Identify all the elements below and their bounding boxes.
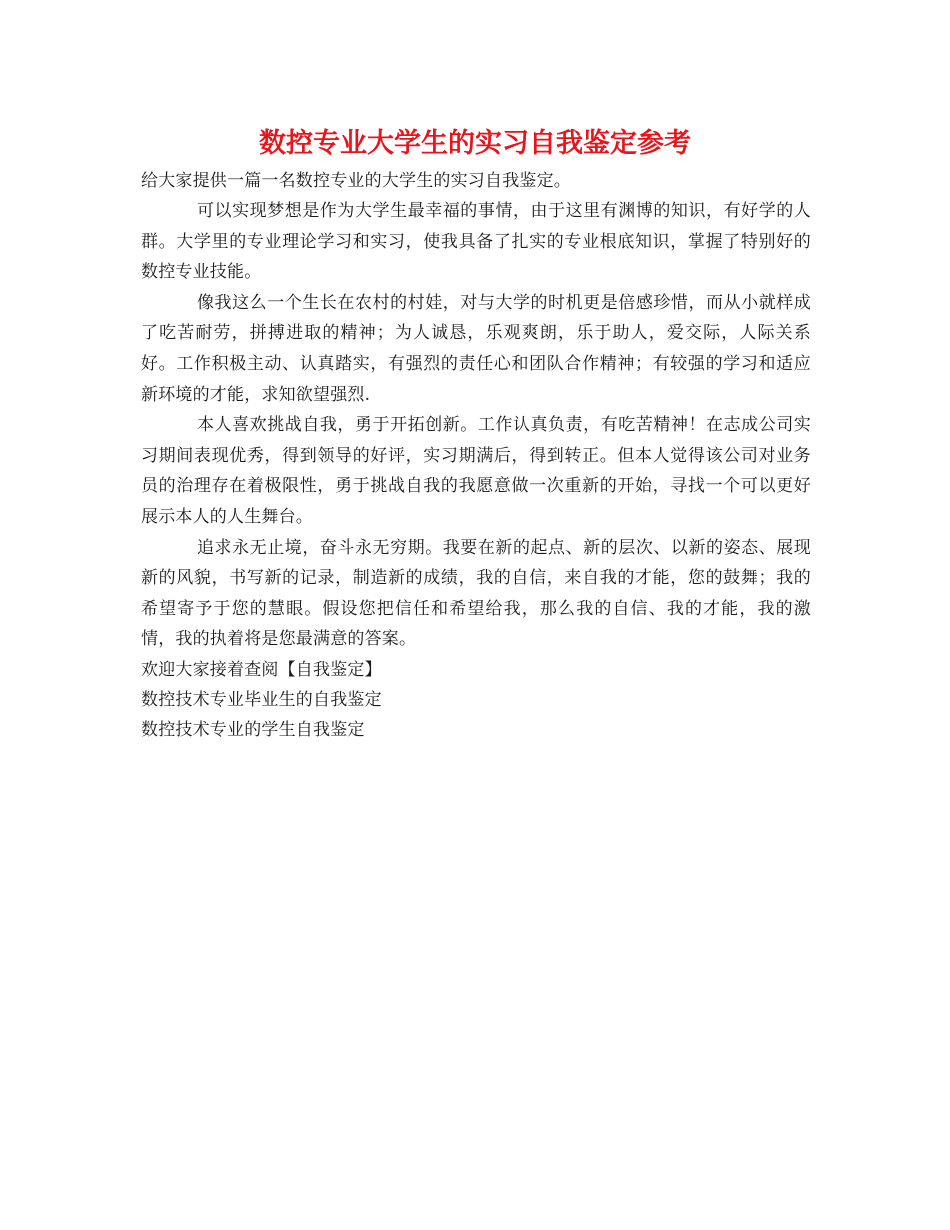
intro-text: 给大家提供一篇一名数控专业的大学生的实习自我鉴定。: [141, 171, 571, 191]
document-title: 数控专业大学生的实习自我鉴定参考: [259, 128, 691, 159]
related-link-self-assessment[interactable]: 欢迎大家接着查阅【自我鉴定】: [141, 659, 382, 680]
paragraph-background: 像我这么一个生长在农村的村娃，对与大学的时机更是倍感珍惜，而从小就样成了吃苦耐劳，拼搏进取的精神；为人诚恳，乐观爽朗，乐于助人，爱交际，人际关系好。工作积极主动、认真踏实，有强烈的责任心和团队合作精神；有较强的学习和适应新环境的才能，求知欲望强烈.: [141, 292, 811, 405]
related-link-graduate-assessment[interactable]: 数控技术专业毕业生的自我鉴定: [141, 689, 382, 710]
document-body: [141, 166, 811, 745]
related-link-student-assessment[interactable]: 数控技术专业的学生自我鉴定: [141, 719, 365, 740]
paragraph-pursuit: 追求永无止境，奋斗永无穷期。我要在新的起点、新的层次、以新的姿态、展现新的风貌，书写新的记录，制造新的成绩，我的自信，来自我的才能，您的鼓舞；我的希望寄予于您的慧眼。假设您把信任和希望给我，那么我的自信、我的才能，我的激情，我的执着将是您最满意的答案。: [141, 537, 811, 650]
paragraph-dream: 可以实现梦想是作为大学生最幸福的事情，由于这里有渊博的知识，有好学的人群。大学里的专业理论学习和实习，使我具备了扎实的专业根底知识，掌握了特别好的数控专业技能。: [141, 201, 811, 283]
paragraph-internship: 本人喜欢挑战自我，勇于开拓创新。工作认真负责，有吃苦精神！在志成公司实习期间表现优秀，得到领导的好评，实习期满后，得到转正。但本人觉得该公司对业务员的治理存在着极限性，勇于挑战自我的我愿意做一次重新的开始，寻找一个可以更好展示本人的人生舞台。: [141, 415, 811, 527]
